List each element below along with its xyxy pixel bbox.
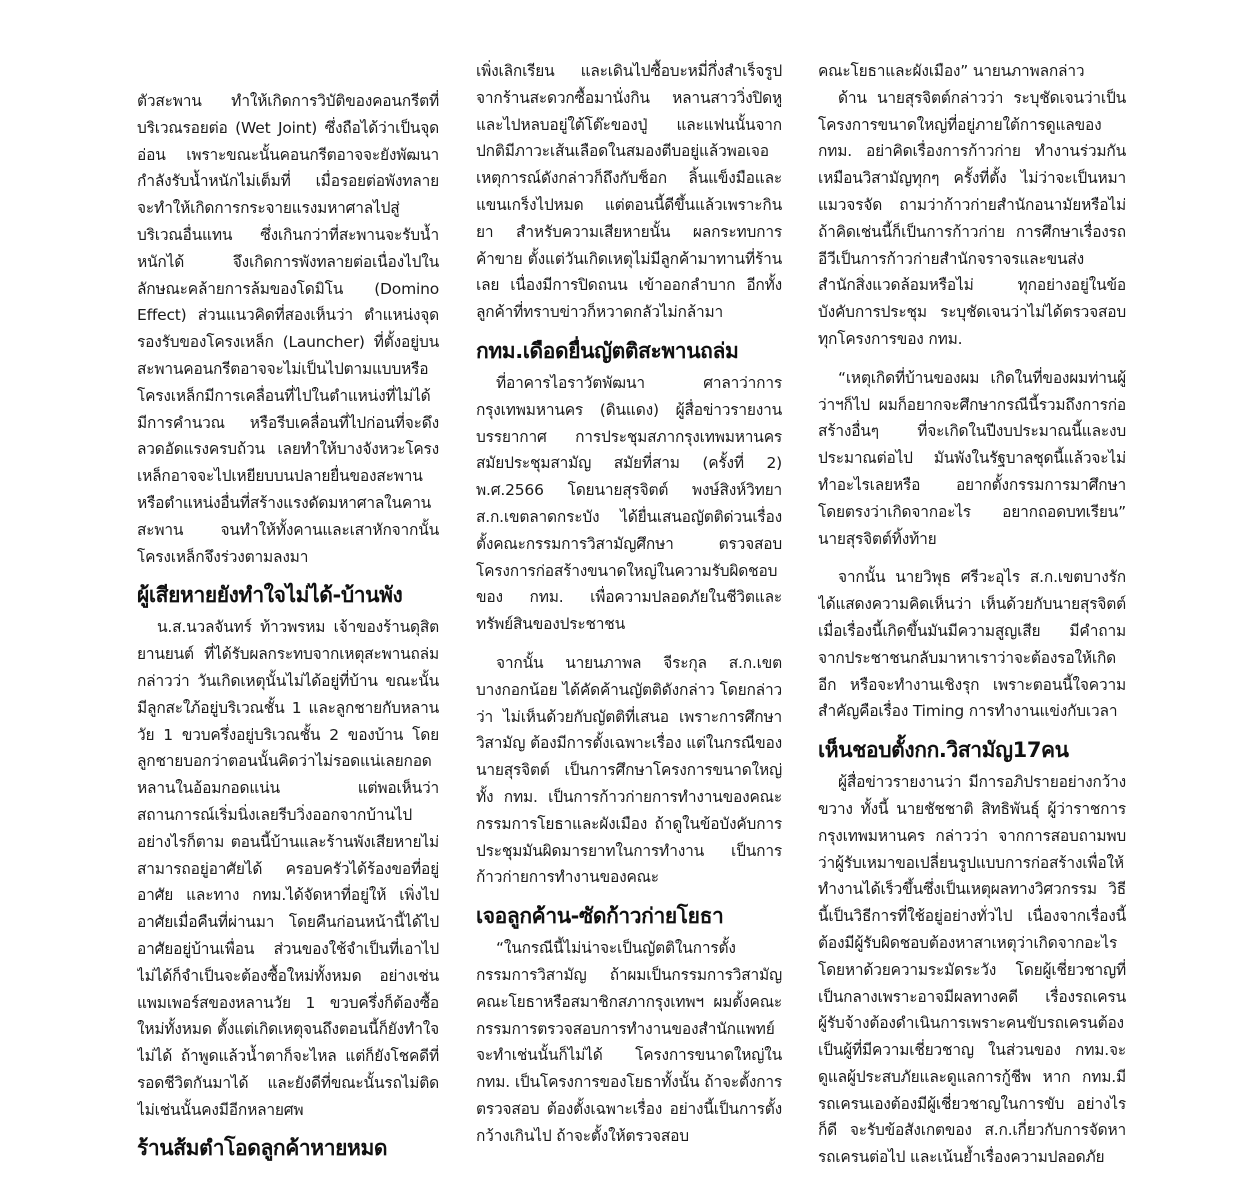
article-column-2 (476, 58, 782, 1200)
paragraph: จากนั้น นายนภาพล จีระกุล ส.ก.เขตบางกอกน้อย ได้คัดค้านญัตติดังกล่าว โดยกล่าวว่า ไม่เห็นด้วยกับญัตติที่เสนอ เพราะการศึกษาวิสามัญ ต้องมีการตั้งเฉพาะเรื่อง แต่ในกรณีของนายสุรจิตต์ เป็นการศึกษาโครงการขนาดใหญ่ทั้ง กทม. เป็นการก้าวก่ายการทำงานของคณะกรรมการโยธาและผังเมือง ถ้าดูในข้อบังคับการประชุมมันผิดมารยาทในการทำงาน เป็นการก้าวก่ายการทำงานของคณะ (476, 653, 782, 887)
paragraph: ผู้สื่อข่าวรายงานว่า มีการอภิปรายอย่างกว้างขวาง ทั้งนี้ นายชัชชาติ สิทธิพันธุ์ ผู้ว่าราชการกรุงเทพมหานคร กล่าวว่า จากการสอบถามพบว่าผู้รับเหมาขอเปลี่ยนรูปแบบการก่อสร้างเพื่อให้ทำงานได้เร็วขึ้นซึ่งเป็นเหตุผลทางวิศวกรรม วิธีนี้เป็นวิธีการที่ใช้อยู่อย่างทั่วไป เนื่องจากเรื่องนี้ต้องมีผู้รับผิดชอบต้องหาสาเหตุว่าเกิดจากอะไร โดยหาด้วยความระมัดระวัง โดยผู้เชี่ยวชาญที่เป็นกลางเพราะอาจมีผลทางคดี เรื่องรถเครน ผู้รับจ้างต้องดำเนินการเพราะคนขับรถเครนต้องเป็นผู้ที่มีความเชี่ยวชาญ ในส่วนของ กทม.จะดูแลผู้ประสบภัยและดูแลการกู้ชีพ หาก กทม.มีรถเครนเองต้องมีผู้เชี่ยวชาญในการขับ อย่างไรก็ดี จะรับข้อสังเกตของ ส.ก.เกี่ยวกับการจัดหารถเครนต่อไป และเน้นย้ำเรื่องความปลอดภัย (818, 773, 1126, 1167)
article-column-3 (818, 58, 1126, 1200)
paragraph: “เหตุเกิดที่บ้านของผม เกิดในที่ของผมท่านผู้ว่าฯก็ไป ผมก็อยากจะศึกษากรณีนี้รวมถึงการก่อสร้างอื่นๆ ที่จะเกิดในปีงบประมาณนี้และงบประมาณต่อไป มันพังในรัฐบาลชุดนี้แล้วจะไม่ทำอะไรเลยหรือ อยากตั้งกรรมการมาศึกษาโดยตรงว่าเกิดจากอะไร อยากถอดบทเรียน” นายสุรจิตต์ทิ้งท้าย (818, 368, 1126, 548)
paragraph: จากนั้น นายวิพุธ ศรีวะอุไร ส.ก.เขตบางรัก ได้แสดงความคิดเห็นว่า เห็นด้วยกับนายสุรจิตต์ เมื่อเรื่องนี้เกิดขึ้นมันมีความสูญเสีย มีคำถามจากประชาชนกลับมาหาเราว่าจะต้องรอให้เกิดอีก หรือจะทำงานเชิงรุก เพราะตอนนี้ใจความสำคัญคือเรื่อง Timing การทำงานแข่งกับเวลา (818, 568, 1126, 721)
paragraph: ที่อาคารไอราวัตพัฒนา ศาลาว่าการกรุงเทพมหานคร (ดินแดง) ผู้สื่อข่าวรายงานบรรยากาศ การประชุมสภากรุงเทพมหานครสมัยประชุมสามัญ สมัยที่สาม (ครั้งที่ 2) พ.ศ.2566 โดยนายสุรจิตต์ พงษ์สิงห์วิทยา ส.ก.เขตลาดกระบัง ได้ยื่นเสนอญัตติด่วนเรื่องตั้งคณะกรรมการวิสามัญศึกษา ตรวจสอบโครงการก่อสร้างขนาดใหญ่ในความรับผิดชอบของ กทม. เพื่อความปลอดภัยในชีวิตและทรัพย์สินของประชาชน (476, 373, 782, 634)
section-heading: เห็นชอบตั้งกก.วิสามัญ17คน (818, 738, 1069, 763)
paragraph: ด้าน นายสุรจิตต์กล่าวว่า ระบุชัดเจนว่าเป็นโครงการขนาดใหญ่ที่อยู่ภายใต้การดูแลของ กทม. อย่าคิดเรื่องการก้าวก่าย ทำงานร่วมกัน เหมือนวิสามัญทุกๆ ครั้งที่ตั้ง ไม่ว่าจะเป็นหมาแมวจรจัด ถามว่าก้าวก่ายสำนักอนามัยหรือไม่ ถ้าคิดเช่นนี้ก็เป็นการก้าวก่าย การศึกษาเรื่องรถอีวีเป็นการก้าวก่ายสำนักจราจรและขนส่ง สำนักสิ่งแวดล้อมหรือไม่ ทุกอย่างอยู่ในข้อบังคับการประชุม ระบุชัดเจนว่าไม่ได้ตรวจสอบทุกโครงการของ กทม. (818, 88, 1126, 348)
paragraph: “ในกรณีนี้ไม่น่าจะเป็นญัตติในการตั้งกรรมการวิสามัญ ถ้าผมเป็นกรรมการวิสามัญคณะโยธาหรือสมาชิกสภากรุงเทพฯ ผมตั้งคณะกรรมการตรวจสอบการทำงานของสำนักแพทย์ จะทำเช่นนั้นก็ไม่ได้ โครงการขนาดใหญ่ใน กทม. เป็นโครงการของโยธาทั้งนั้น ถ้าจะตั้งการตรวจสอบ ต้องตั้งเฉพาะเรื่อง อย่างนี้เป็นการตั้งกว้างเกินไป ถ้าจะตั้งให้ตรวจสอบ (476, 939, 782, 1145)
paragraph: น.ส.นวลจันทร์ ท้าวพรหม เจ้าของร้านดุสิตยานยนต์ ที่ได้รับผลกระทบจากเหตุสะพานถล่ม กล่าวว่า วันเกิดเหตุนั้นไม่ได้อยู่ที่บ้าน ขณะนั้นมีลูกสะใภ้อยู่บริเวณชั้น 1 และลูกชายกับหลานวัย 1 ขวบครึ่งอยู่บริเวณชั้น 2 ของบ้าน โดยลูกชายบอกว่าตอนนั้นคิดว่าไม่รอดแน่เลยกอดหลานในอ้อมกอดแน่น แต่พอเห็นว่าสถานการณ์เริ่มนิ่งเลยรีบวิ่งออกจากบ้านไป อย่างไรก็ตาม ตอนนี้บ้านและร้านพังเสียหายไม่สามารถอยู่อาศัยได้ ครอบครัวได้ร้องขอที่อยู่อาศัย และทาง กทม.ได้จัดหาที่อยู่ให้ เพิ่งไปอาศัยเมื่อคืนที่ผ่านมา โดยคืนก่อนหน้านี้ได้ไปอาศัยอยู่บ้านเพื่อน ส่วนของใช้จำเป็นที่เอาไปไม่ได้ก็จำเป็นจะต้องซื้อใหม่ทั้งหมด อย่างเช่นแพมเพอร์สของหลานวัย 1 ขวบครึ่งก็ต้องซื้อใหม่ทั้งหมด ตั้งแต่เกิดเหตุจนถึงตอนนี้ก็ยังทำใจไม่ได้ ถ้าพูดแล้วน้ำตาก็จะไหล แต่ก็ยังโชคดีที่รอดชีวิตกันมาได้ และยังดีที่ขณะนั้นรถไม่ติด ไม่เช่นนั้นคงมีอีกหลายศพ (137, 618, 439, 1119)
paragraph: ตัวสะพาน ทำให้เกิดการวิบัติของคอนกรีตที่บริเวณรอยต่อ (Wet Joint) ซึ่งถือได้ว่าเป็นจุดอ่อน เพราะขณะนั้นคอนกรีตอาจจะยังพัฒนากำลังรับน้ำหนักไม่เต็มที่ เมื่อรอยต่อพังทลาย จะทำให้เกิดการกระจายแรงมหาศาลไปสู่บริเวณอื่นแทน ซึ่งเกินกว่าที่สะพานจะรับน้ำหนักได้ จึงเกิดการพังทลายต่อเนื่องไปในลักษณะคล้ายการล้มของโดมิโน (Domino Effect) ส่วนแนวคิดที่สองเห็นว่า ตำแหน่งจุดรองรับของโครงเหล็ก (Launcher) ที่ตั้งอยู่บนสะพานคอนกรีตอาจจะไม่เป็นไปตามแบบหรือโครงเหล็กมีการเคลื่อนที่ไปในตำแหน่งที่ไม่ได้มีการคำนวณ หรือรีบเคลื่อนที่ไปก่อนที่จะดึงลวดอัดแรงครบถ้วน เลยทำให้บางจังหวะโครงเหล็กอาจจะไปเหยียบบนปลายยื่นของสะพานหรือตำแหน่งอื่นที่สร้างแรงดัดมหาศาลในคานสะพาน จนทำให้ทั้งคานและเสาหักจากนั้นโครงเหล็กจึงร่วงตามลงมา (137, 92, 439, 566)
section-heading: ร้านส้มตำโอดลูกค้าหายหมด (137, 1136, 388, 1161)
section-heading: กทม.เดือดยื่นญัตติสะพานถล่ม (476, 338, 739, 363)
section-heading: ผู้เสียหายยังทำใจไม่ได้-บ้านพัง (137, 583, 403, 608)
section-heading: เจอลูกค้าน-ซัดก้าวก่ายโยธา (476, 904, 724, 929)
paragraph: คณะโยธาและผังเมือง” นายนภาพลกล่าว (818, 62, 1085, 80)
article-column-1 (137, 88, 439, 1200)
paragraph: เพิ่งเลิกเรียน และเดินไปซื้อบะหมี่กึ่งสำเร็จรูปจากร้านสะดวกซื้อมานั่งกิน หลานสาววิ่งปิดหูและไปหลบอยู่ใต้โต๊ะของปู่ และแฟนนั้นจากปกติมีภาวะเส้นเลือดในสมองตีบอยู่แล้วพอเจอเหตุการณ์ดังกล่าวก็ถึงกับช็อก ลิ้นแข็งมือและแขนเกร็งไปหมด แต่ตอนนี้ดีขึ้นแล้วเพราะกินยา สำหรับความเสียหายนั้น ผลกระทบการค้าขาย ตั้งแต่วันเกิดเหตุไม่มีลูกค้ามาทานที่ร้านเลย เนื่องมีการปิดถนน เข้าออกลำบาก อีกทั้งลูกค้าที่ทราบข่าวก็หวาดกลัวไม่กล้ามา (476, 62, 782, 322)
